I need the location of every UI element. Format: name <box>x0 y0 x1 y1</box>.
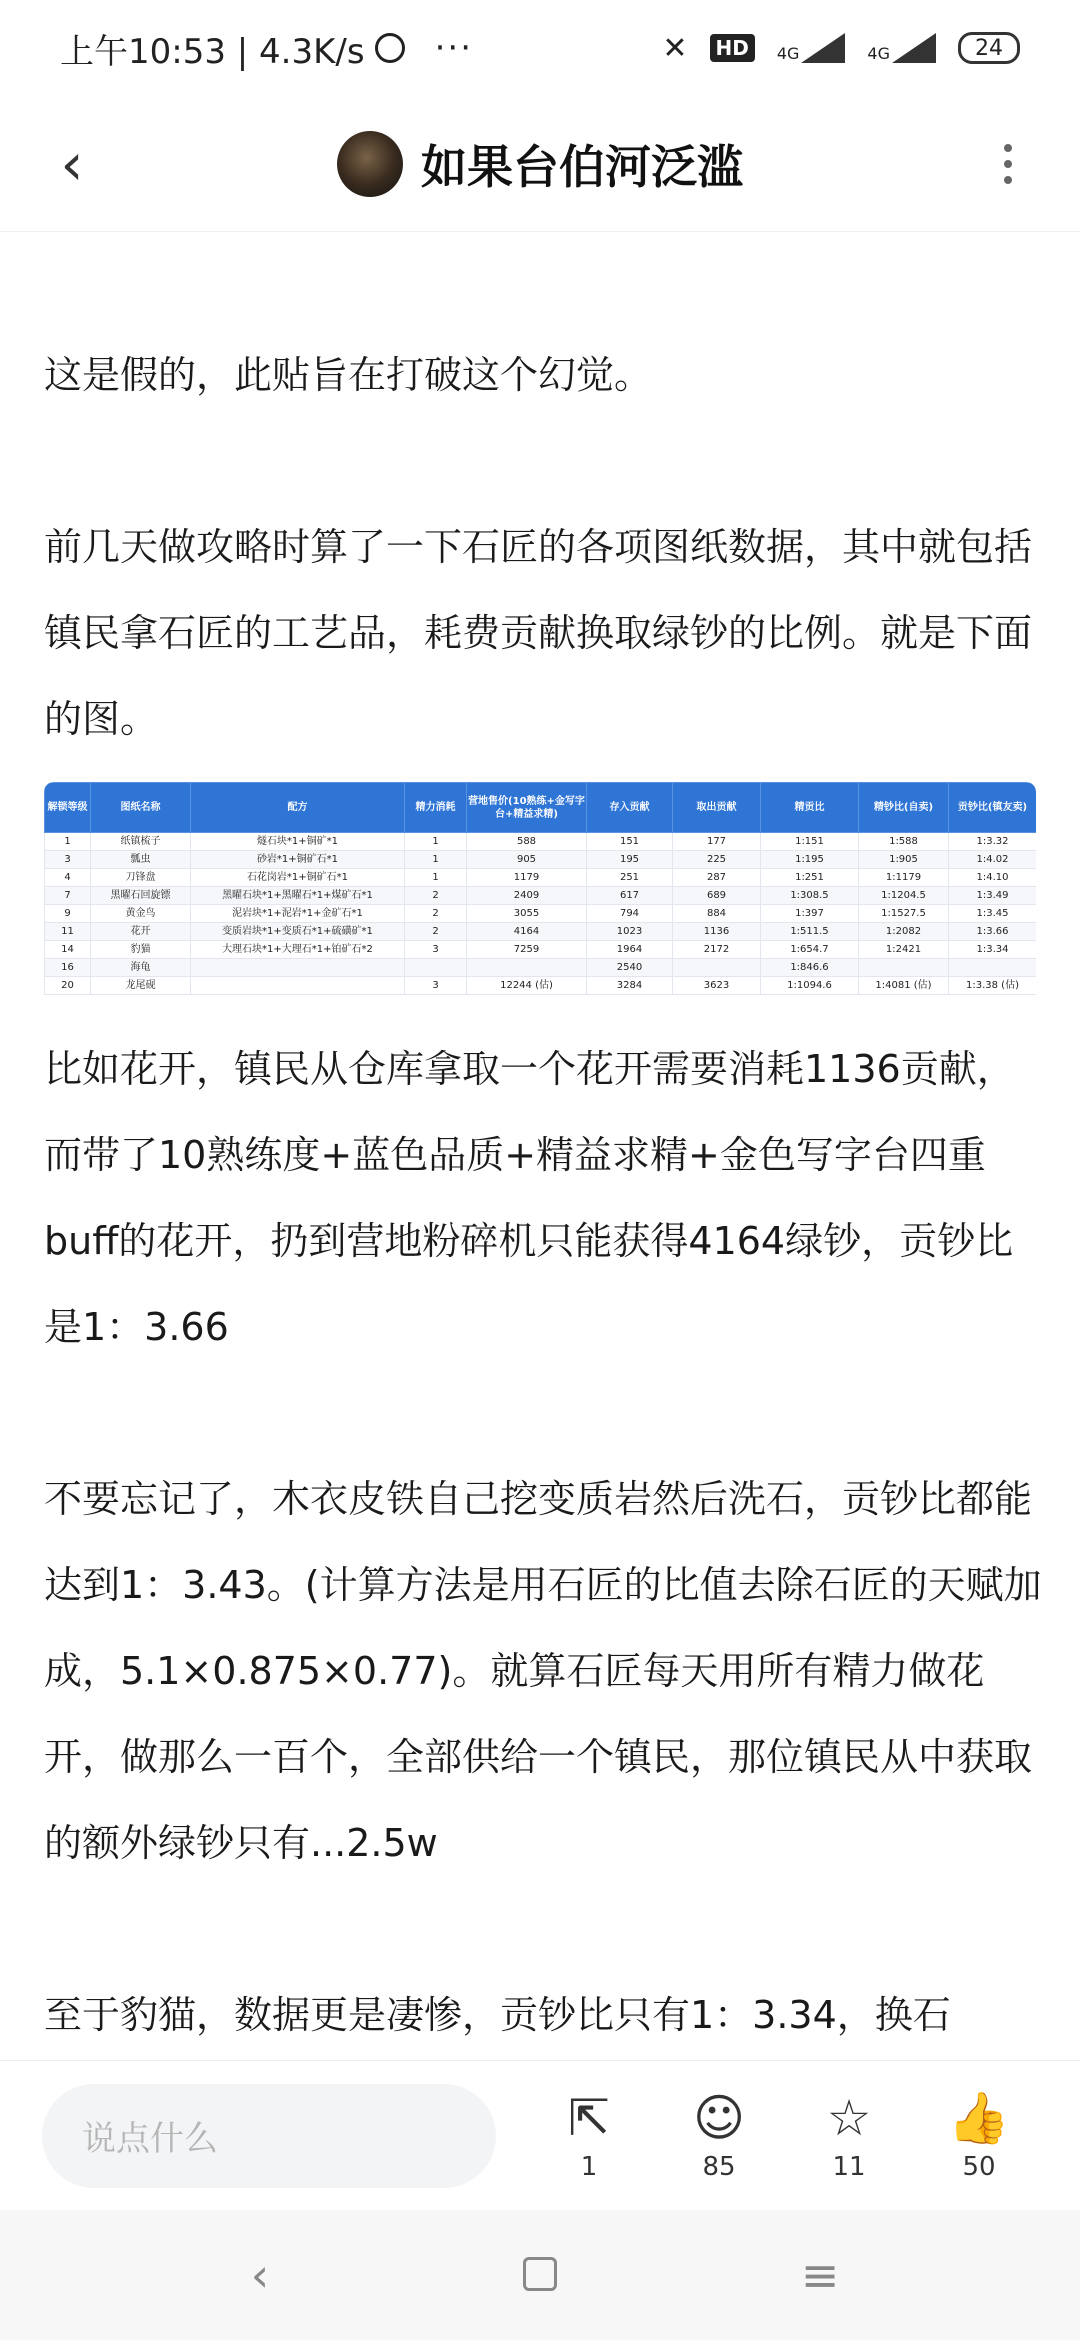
table-cell: 1:1204.5 <box>859 887 949 905</box>
table-cell: 1:1179 <box>859 869 949 887</box>
table-cell: 1:846.6 <box>761 959 859 977</box>
more-dot <box>1004 144 1012 152</box>
table-cell: 1:3.32 <box>949 833 1037 851</box>
alarm-icon <box>375 33 405 63</box>
column-header: 取出贡献 <box>673 783 761 833</box>
table-row <box>45 923 1037 941</box>
table-cell: 1 <box>405 833 467 851</box>
column-header: 图纸名称 <box>91 783 191 833</box>
table-cell: 1:2082 <box>859 923 949 941</box>
table-cell: 287 <box>673 869 761 887</box>
table-cell: 251 <box>587 869 673 887</box>
table-cell: 纸镇梳子 <box>91 833 191 851</box>
table-cell: 1:1527.5 <box>859 905 949 923</box>
table-cell: 1:511.5 <box>761 923 859 941</box>
table-cell: 177 <box>673 833 761 851</box>
more-button[interactable] <box>976 132 1040 196</box>
comment-count: 85 <box>702 2151 736 2182</box>
table-cell: 7 <box>45 887 91 905</box>
table-header-row <box>45 783 1037 833</box>
table-cell: 龙尾砚 <box>91 977 191 995</box>
mute-icon: ✕ <box>662 30 688 66</box>
nav-home-button[interactable] <box>510 2248 570 2302</box>
table-cell: 1:3.38 (估) <box>949 977 1037 995</box>
table-cell: 225 <box>673 851 761 869</box>
table-cell: 1:2421 <box>859 941 949 959</box>
column-header: 解锁等级 <box>45 783 91 833</box>
table-cell: 2409 <box>467 887 587 905</box>
table-row <box>45 959 1037 977</box>
table-cell: 884 <box>673 905 761 923</box>
table-cell: 1 <box>405 851 467 869</box>
table-cell: 1023 <box>587 923 673 941</box>
table-cell: 1:4.02 <box>949 851 1037 869</box>
like-count: 50 <box>962 2151 996 2182</box>
table-cell: 花开 <box>91 923 191 941</box>
battery-icon: 24 <box>958 32 1020 64</box>
table-cell: 905 <box>467 851 587 869</box>
post-paragraph: 这是假的，此贴旨在打破这个幻觉。 <box>44 353 653 397</box>
table-row <box>45 851 1037 869</box>
post-paragraph: 不要忘记了，木衣皮铁自己挖变质岩然后洗石，贡钞比都能达到1：3.43。(计算方法是用石匠的比值去除石匠的天赋加成，5.1×0.875×0.77)。就算石匠每天用所有精力做花开，做那么一百个，全部供给一个镇民，那位镇民从中获取的额外绿钞只有...2.5w <box>44 1477 1042 1865</box>
post-paragraph: 比如花开，镇民从仓库拿取一个花开需要消耗1136贡献，而带了10熟练度+蓝色品质+精益求精+金色写字台四重buff的花开，扔到营地粉碎机只能获得4164绿钞，贡钞比是1：3.66 <box>44 1047 1015 1349</box>
table-body <box>45 833 1037 995</box>
star-icon: ☆ <box>826 2088 872 2147</box>
table-cell: 4164 <box>467 923 587 941</box>
like-button[interactable] <box>914 2090 1044 2182</box>
table-cell: 689 <box>673 887 761 905</box>
table-cell: 3623 <box>673 977 761 995</box>
more-dot <box>1004 160 1012 168</box>
table-cell: 刀锋盘 <box>91 869 191 887</box>
table-cell <box>405 959 467 977</box>
blueprint-table <box>44 782 1036 995</box>
more-dot <box>1004 176 1012 184</box>
table-cell: 14 <box>45 941 91 959</box>
table-row <box>45 869 1037 887</box>
table-cell: 12244 (估) <box>467 977 587 995</box>
nav-menu-button[interactable]: ≡ <box>800 2248 840 2302</box>
table-cell <box>949 959 1037 977</box>
favorite-button[interactable] <box>784 2090 914 2182</box>
table-cell: 1:905 <box>859 851 949 869</box>
chevron-left-icon: ‹ <box>60 130 84 198</box>
table-cell: 1179 <box>467 869 587 887</box>
table-cell: 3055 <box>467 905 587 923</box>
table-cell: 2 <box>405 923 467 941</box>
favorite-count: 11 <box>832 2151 866 2182</box>
table-row <box>45 833 1037 851</box>
table-cell: 3 <box>45 851 91 869</box>
table-cell: 1 <box>45 833 91 851</box>
table-row <box>45 941 1037 959</box>
table-cell: 1:4.10 <box>949 869 1037 887</box>
table-cell: 2172 <box>673 941 761 959</box>
table-row <box>45 887 1037 905</box>
home-icon <box>523 2257 557 2291</box>
author-info[interactable] <box>337 131 743 197</box>
comment-input[interactable]: 说点什么 <box>42 2084 496 2188</box>
status-dots: ··· <box>434 28 474 68</box>
column-header: 精钞比(自卖) <box>859 783 949 833</box>
table-cell: 20 <box>45 977 91 995</box>
action-buttons <box>524 2090 1044 2182</box>
table-row <box>45 905 1037 923</box>
signal-icon: 4G <box>777 33 846 63</box>
table-cell <box>467 959 587 977</box>
table-row <box>45 977 1037 995</box>
share-button[interactable] <box>524 2090 654 2182</box>
table-cell: 黑曜石块*1+黑曜石*1+煤矿石*1 <box>191 887 405 905</box>
table-cell: 瓢虫 <box>91 851 191 869</box>
table-cell: 2540 <box>587 959 673 977</box>
post-header <box>0 96 1080 232</box>
column-header: 精贡比 <box>761 783 859 833</box>
back-button[interactable] <box>40 132 104 196</box>
table-cell: 1:3.34 <box>949 941 1037 959</box>
table-cell: 9 <box>45 905 91 923</box>
blueprint-table-image[interactable] <box>44 782 1036 1006</box>
table-cell: 泥岩块*1+泥岩*1+金矿石*1 <box>191 905 405 923</box>
system-nav-bar <box>0 2210 1080 2340</box>
table-cell: 7259 <box>467 941 587 959</box>
table-cell: 151 <box>587 833 673 851</box>
table-cell: 3 <box>405 977 467 995</box>
table-cell: 2 <box>405 905 467 923</box>
table-cell: 1:195 <box>761 851 859 869</box>
table-cell: 588 <box>467 833 587 851</box>
table-cell: 1:3.45 <box>949 905 1037 923</box>
table-cell <box>191 959 405 977</box>
table-cell: 大理石块*1+大理石*1+铂矿石*2 <box>191 941 405 959</box>
table-cell: 3284 <box>587 977 673 995</box>
column-header: 贡钞比(镇友卖) <box>949 783 1037 833</box>
table-cell: 黄金鸟 <box>91 905 191 923</box>
status-time: 上午10:53 | 4.3K/s <box>60 31 365 72</box>
table-cell: 1:251 <box>761 869 859 887</box>
action-bar <box>0 2060 1080 2210</box>
table-cell: 16 <box>45 959 91 977</box>
table-cell: 3 <box>405 941 467 959</box>
table-cell: 4 <box>45 869 91 887</box>
table-cell <box>859 959 949 977</box>
table-cell: 2 <box>405 887 467 905</box>
table-cell: 1:654.7 <box>761 941 859 959</box>
table-cell <box>673 959 761 977</box>
column-header: 营地售价(10熟练+金写字台+精益求精) <box>467 783 587 833</box>
table-cell: 1:3.49 <box>949 887 1037 905</box>
post-paragraph: 前几天做攻略时算了一下石匠的各项图纸数据，其中就包括镇民拿石匠的工艺品，耗费贡献换取绿钞的比例。就是下面的图。 <box>44 525 1033 741</box>
table-cell: 794 <box>587 905 673 923</box>
avatar[interactable] <box>337 131 403 197</box>
thumbs-up-icon: 👍 <box>947 2088 1011 2147</box>
status-left <box>60 24 473 73</box>
table-cell: 1964 <box>587 941 673 959</box>
hd-badge: HD <box>710 34 755 62</box>
share-count: 1 <box>580 2151 598 2182</box>
table-cell: 豹猫 <box>91 941 191 959</box>
table-cell: 195 <box>587 851 673 869</box>
table-cell: 1:1094.6 <box>761 977 859 995</box>
table-cell: 1:3.66 <box>949 923 1037 941</box>
table-cell: 1:4081 (估) <box>859 977 949 995</box>
status-right <box>662 31 1020 66</box>
column-header: 存入贡献 <box>587 783 673 833</box>
table-cell: 1:588 <box>859 833 949 851</box>
status-bar <box>0 0 1080 96</box>
table-cell: 617 <box>587 887 673 905</box>
table-cell: 11 <box>45 923 91 941</box>
table-cell: 1136 <box>673 923 761 941</box>
table-cell: 1:151 <box>761 833 859 851</box>
table-cell: 1:308.5 <box>761 887 859 905</box>
nav-back-button[interactable]: ‹ <box>250 2248 270 2302</box>
table-cell: 变质岩块*1+变质石*1+硫磺矿*1 <box>191 923 405 941</box>
table-cell: 燧石块*1+铜矿*1 <box>191 833 405 851</box>
comment-button[interactable] <box>654 2090 784 2182</box>
table-cell <box>191 977 405 995</box>
table-cell: 1:397 <box>761 905 859 923</box>
share-icon: ⇱ <box>568 2088 610 2147</box>
table-cell: 1 <box>405 869 467 887</box>
post-paragraph: 至于豹猫，数据更是凄惨，贡钞比只有1：3.34，换石 <box>44 1993 951 2037</box>
post-content <box>44 190 1044 2147</box>
table-cell: 海龟 <box>91 959 191 977</box>
table-cell: 黑曜石回旋镖 <box>91 887 191 905</box>
table-cell: 石花岗岩*1+铜矿石*1 <box>191 869 405 887</box>
page-title: 如果台伯河泛滥 <box>421 139 743 194</box>
column-header: 精力消耗 <box>405 783 467 833</box>
column-header: 配方 <box>191 783 405 833</box>
table-cell: 砂岩*1+铜矿石*1 <box>191 851 405 869</box>
signal-icon-2: 4G <box>867 33 936 63</box>
comment-icon: ☺ <box>692 2088 746 2147</box>
